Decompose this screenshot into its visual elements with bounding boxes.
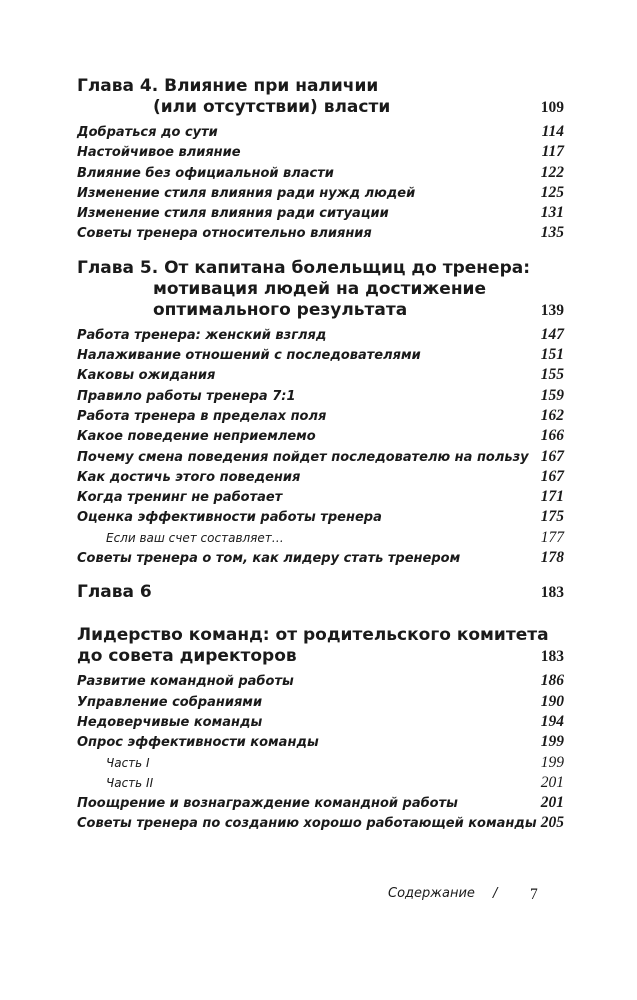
toc-entry-page: 167 (540, 447, 564, 465)
toc-entry-title: Советы тренера по созданию хорошо работающей команды (77, 816, 537, 832)
chapter-4-page: 109 (540, 99, 564, 116)
toc-entry-page: 131 (540, 204, 564, 222)
chapter-6-heading (77, 582, 564, 603)
toc-entry-title: Советы тренера о том, как лидеру стать тренером (77, 551, 461, 567)
chapter-6-subtitle (77, 625, 564, 667)
chapter-4-heading (77, 76, 564, 118)
toc-entry (77, 732, 564, 752)
toc-entry-title: Опрос эффективности команды (77, 735, 319, 751)
chapter-5-title-line1: Глава 5. От капитана болельщиц до тренера: (77, 257, 531, 278)
chapter-5-heading (77, 258, 564, 321)
toc-entry (77, 692, 564, 712)
toc-entry-page: 155 (540, 366, 564, 384)
footer-page-number: 7 (530, 886, 538, 903)
toc-entry-title: Изменение стиля влияния ради ситуации (77, 206, 389, 222)
toc-entry-title: Добраться до сути (77, 125, 218, 140)
toc-entry (77, 386, 564, 406)
toc-entry (77, 793, 564, 813)
chapter-6-title: Глава 6 (77, 582, 152, 603)
toc-entry-page: 190 (540, 692, 564, 710)
toc-entry-title: Управление собраниями (77, 694, 263, 710)
toc-entry-page: 151 (540, 346, 564, 364)
toc-entry-page: 114 (541, 123, 564, 140)
toc-entry-page: 147 (540, 325, 564, 343)
chapter-5-page: 139 (540, 301, 564, 319)
toc-entry-page: 178 (540, 549, 564, 567)
toc-entry-page: 167 (540, 467, 564, 485)
chapter-4-title-line2: (или отсутствии) власти (153, 97, 391, 117)
toc-entry (77, 325, 564, 345)
toc-entry (77, 507, 564, 527)
toc-entry-page: 201 (540, 773, 564, 791)
chapter-6-subtitle-line1: Лидерство команд: от родительского комитета (77, 625, 549, 646)
toc-entry-title: Если ваш счет составляет… (106, 530, 284, 545)
toc-entry-title: Изменение стиля влияния ради нужд людей (77, 185, 416, 201)
toc-subentry (77, 773, 564, 793)
toc-entry (77, 426, 564, 446)
toc-entry (77, 365, 564, 385)
toc-entry-page: 117 (541, 143, 564, 161)
toc-entry-title: Поощрение и вознаграждение командной работы (77, 796, 458, 812)
toc-entry (77, 487, 564, 507)
chapter-6-subtitle-page: 183 (540, 648, 564, 666)
toc-entry-title: Настойчивое влияние (77, 145, 241, 161)
toc-entry-title: Почему смена поведения пойдет последователю на пользу (77, 449, 529, 465)
toc-entry (77, 447, 564, 467)
footer-separator: / (493, 886, 498, 901)
toc-entry-page: 177 (540, 528, 564, 546)
toc-entry (77, 223, 564, 243)
toc-entry-title: Недоверчивые команды (77, 714, 263, 730)
toc-entry-page: 122 (540, 163, 564, 181)
toc-entry-page: 205 (540, 814, 564, 832)
toc-entry (77, 183, 564, 203)
toc-entry (77, 203, 564, 223)
toc-entry-page: 186 (540, 672, 564, 690)
toc-entry-page: 135 (540, 224, 564, 242)
toc-entry-page: 175 (540, 508, 564, 526)
toc-entry-page: 171 (540, 488, 564, 506)
toc-entry-title: Оценка эффективности работы тренера (77, 510, 382, 526)
toc-entry (77, 813, 564, 833)
toc-entry-title: Когда тренинг не работает (77, 490, 283, 506)
chapter-6-page: 183 (540, 584, 564, 602)
toc-entry-title: Работа тренера в пределах поля (77, 408, 327, 424)
toc-entry-title: Советы тренера относительно влияния (77, 226, 372, 242)
toc-entry-page: 194 (540, 712, 564, 730)
toc-entry-title: Как достичь этого поведения (77, 469, 301, 485)
toc-entry-title: Часть I (106, 755, 150, 770)
toc-entry-title: Развитие командной работы (77, 674, 294, 690)
toc-entry (77, 671, 564, 691)
chapter-6-subtitle-line2: до совета директоров (77, 646, 297, 667)
toc-entry (77, 163, 564, 183)
toc-entry-page: 199 (540, 753, 564, 771)
footer-label: Содержание (388, 886, 475, 901)
toc-entry (77, 345, 564, 365)
toc-entry-title: Налаживание отношений с последователями (77, 348, 421, 364)
toc-entry-title: Какое поведение неприемлемо (77, 429, 316, 445)
chapter-4-title-line1: Глава 4. Влияние при наличии (77, 76, 379, 96)
toc-entry-page: 159 (540, 386, 564, 404)
toc-entry-title: Правило работы тренера 7:1 (77, 388, 296, 404)
toc-entry-title: Часть II (106, 775, 154, 790)
chapter-5-title-line3: оптимального результата (153, 299, 408, 320)
toc-entry-page: 201 (540, 794, 564, 812)
toc-entry (77, 142, 564, 162)
toc-subentry (77, 528, 564, 548)
toc-entry-page: 162 (540, 406, 564, 424)
toc-entry (77, 712, 564, 732)
chapter-5-title-line2: мотивация людей на достижение (153, 278, 487, 299)
toc-entry-page: 125 (540, 183, 564, 201)
toc-entry (77, 122, 564, 142)
toc-entry (77, 548, 564, 568)
toc-subentry (77, 753, 564, 773)
toc-entry-title: Каковы ожидания (77, 368, 216, 384)
table-of-contents (77, 76, 564, 834)
toc-entry-page: 199 (540, 733, 564, 751)
toc-entry-page: 166 (540, 427, 564, 445)
toc-entry (77, 406, 564, 426)
toc-entry (77, 467, 564, 487)
toc-entry-title: Работа тренера: женский взгляд (77, 327, 327, 343)
toc-entry-title: Влияние без официальной власти (77, 165, 334, 181)
